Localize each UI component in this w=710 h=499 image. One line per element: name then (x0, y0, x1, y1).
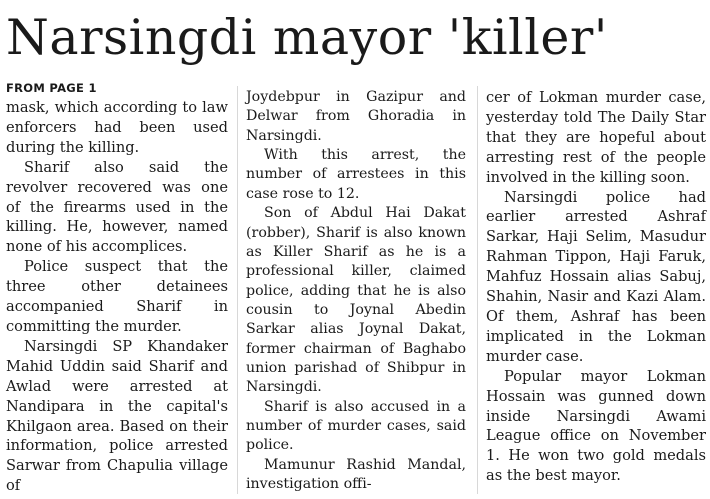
article-column-2 (246, 88, 466, 496)
paragraph: Son of Abdul Hai Dakat (robber), Sharif is also known as Killer Sharif as he is a professional killer, claimed police, adding that he is also cousin to Joynal Abedin Sarkar alias Joynal Dakat, former chairman of Baghabo union parishad of Shibpur in Narsingdi. (246, 205, 466, 396)
paragraph: Narsingdi SP Khandaker Mahid Uddin said Sharif and Awlad were arrested at Nandipara in the capital's Khilgaon area. Based on their information, police arrested Sarwar from Chapulia village of (6, 337, 228, 495)
paragraph: Sharif also said the revolver recovered was one of the firearms used in the killing. He, however, named none of his accomplices. (6, 158, 228, 256)
column-divider (477, 86, 478, 494)
paragraph: Police suspect that the three other detainees accompanied Sharif in committing the murder. (6, 258, 228, 335)
paragraph: cer of Lokman murder case, yesterday told The Daily Star that they are hopeful about arresting rest of the people involved in the killing soon. (486, 89, 706, 186)
headline: Narsingdi mayor 'killer' (6, 9, 608, 66)
paragraph: Narsingdi police had earlier arrested Ashraf Sarkar, Haji Selim, Masudur Rahman Tippon, Haji Faruk, Mahfuz Hossain alias Sabuj, Shahin, Nasir and Kazi Alam. Of them, Ashraf has been implicated in the Lokman murder case. (486, 188, 706, 365)
continuation-kicker: FROM PAGE 1 (6, 81, 97, 95)
paragraph: With this arrest, the number of arrestees in this case rose to 12. (246, 147, 466, 202)
article-column-3 (486, 88, 706, 496)
paragraph: Joydebpur in Gazipur and Delwar from Ghoradia in Narsingdi. (246, 89, 466, 144)
article-column-1 (6, 98, 228, 496)
column-divider (237, 86, 238, 494)
paragraph: mask, which according to law enforcers had been used during the killing. (6, 99, 228, 156)
paragraph: Sharif is also accused in a number of murder cases, said police. (246, 398, 466, 454)
paragraph: Popular mayor Lokman Hossain was gunned down inside Narsingdi Awami League office on November 1. He won two gold medals as the best mayor. (486, 367, 706, 485)
paragraph: Mamunur Rashid Mandal, investigation offi- (246, 456, 466, 493)
